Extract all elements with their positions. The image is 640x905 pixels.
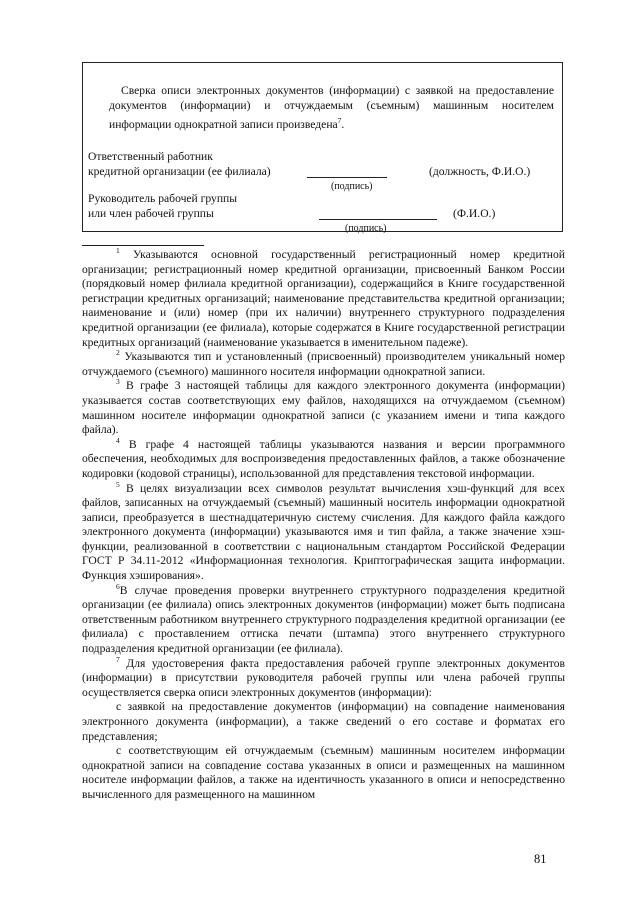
footnotes bbox=[82, 248, 565, 803]
signer2-role-caption: (Ф.И.О.) bbox=[453, 207, 496, 220]
footnote-1: $^1$ Указываются основной государственный регистрационный номер кредитной организации; регистрационный номер кредитной организации, присвоенный Банком России (порядковый номер филиала кредитной организации), содержащийся в Книге государственной регистрации кредитных организаций; наименование представительства кредитной организации; наименование и (или) номер (при их наличии) внутреннего структурного подразделения кредитной организации (ее филиала), которые содержатся в Книге государственной регистрации кредитных организаций (наименование указывается в именительном падеже). bbox=[82, 246, 565, 349]
footnote-separator bbox=[82, 245, 204, 246]
signer2-signature-line bbox=[319, 219, 437, 220]
footnote-ref-7: 7 bbox=[337, 116, 342, 125]
footnote-7: $^7$ Для удостоверения факта предоставления рабочей группе электронных документов (информации) в присутствии руководителя рабочей группы или члена рабочей группы осуществляется сверка описи электронных документов (информации): bbox=[82, 654, 565, 699]
footnote-5: $^5$ В целях визуализации всех символов результат вычисления хэш-функций для всех файлов, записанных на отчуждаемый (съемный) машинный носитель информации однократной записи, преобразуется в шестнадцатеричную систему счисления. Для каждого файла каждого электронного документа (информации) указываются имя и тип файла, а также значение хэш-функции, реализованной в соответствии с национальным стандартом Российской Федерации ГОСТ Р 34.11-2012 «Информационная технология. Криптографическая защита информации. Функция хэширования». bbox=[82, 479, 565, 583]
footnote-7-item-2: с соответствующим ей отчуждаемым (съемным) машинным носителем информации однократной записи на совпадение состава указанных в описи и размещенных на машинном носителе информации файлов, а также на идентичность указанного в описи и непосредственно вычисленного для размещенного на машинном bbox=[82, 744, 565, 801]
signer2-label-line1: Руководитель рабочей группы bbox=[88, 192, 238, 205]
footnote-4: $^4$ В графе 4 настоящей таблицы указываются названия и версии программного обеспечения, необходимых для воспроизведения предоставленных файлов, а также обозначение кодировки (кодовой страницы), использованной для представления текстовой информации. bbox=[82, 435, 565, 480]
signer1-signature-caption: (подпись) bbox=[331, 181, 373, 192]
reconciliation-form-box bbox=[82, 62, 563, 232]
page-number: 81 bbox=[534, 852, 547, 866]
form-intro-text: Сверка описи электронных документов (информации) с заявкой на предоставление документов (информации) и отчуждаемым (съемным) машинным носителем информации однократной записи произведена$^7$. bbox=[109, 84, 554, 131]
signer2-signature-caption: (подпись) bbox=[345, 223, 387, 234]
footnote-6: $^6$В случае проведения проверки внутреннего структурного подразделения кредитной организации (ее филиала) опись электронных документов (информации) может быть подписана ответственным работником внутреннего структурного подразделения кредитной организации (ее филиала) с проставлением оттиска печати (штампа) этого внутреннего структурного подразделения кредитной организации (ее филиала). bbox=[82, 581, 565, 656]
signer2-label-line2: или член рабочей группы bbox=[88, 207, 214, 220]
signer1-label-line2: кредитной организации (ее филиала) bbox=[88, 165, 271, 178]
signer1-signature-line bbox=[307, 177, 387, 178]
signer1-label-line1: Ответственный работник bbox=[88, 150, 213, 163]
footnote-2: $^2$ Указываются тип и установленный (присвоенный) производителем уникальный номер отчуждаемого (съемного) машинного носителя информации однократной записи. bbox=[82, 348, 565, 378]
footnote-3: $^3$ В графе 3 настоящей таблицы для каждого электронного документа (информации) указывается состав соответствующих ему файлов, находящихся на отчуждаемом (съемном) машинном носителе информации однократной записи (с указанием имени и типа каждого файла). bbox=[82, 377, 566, 437]
signer1-role-caption: (должность, Ф.И.О.) bbox=[429, 165, 531, 178]
footnote-7-item-1: с заявкой на предоставление документов (информации) на совпадение наименования электронного документа (информации), а также сведений о его составе и форматах его представления; bbox=[82, 700, 565, 743]
